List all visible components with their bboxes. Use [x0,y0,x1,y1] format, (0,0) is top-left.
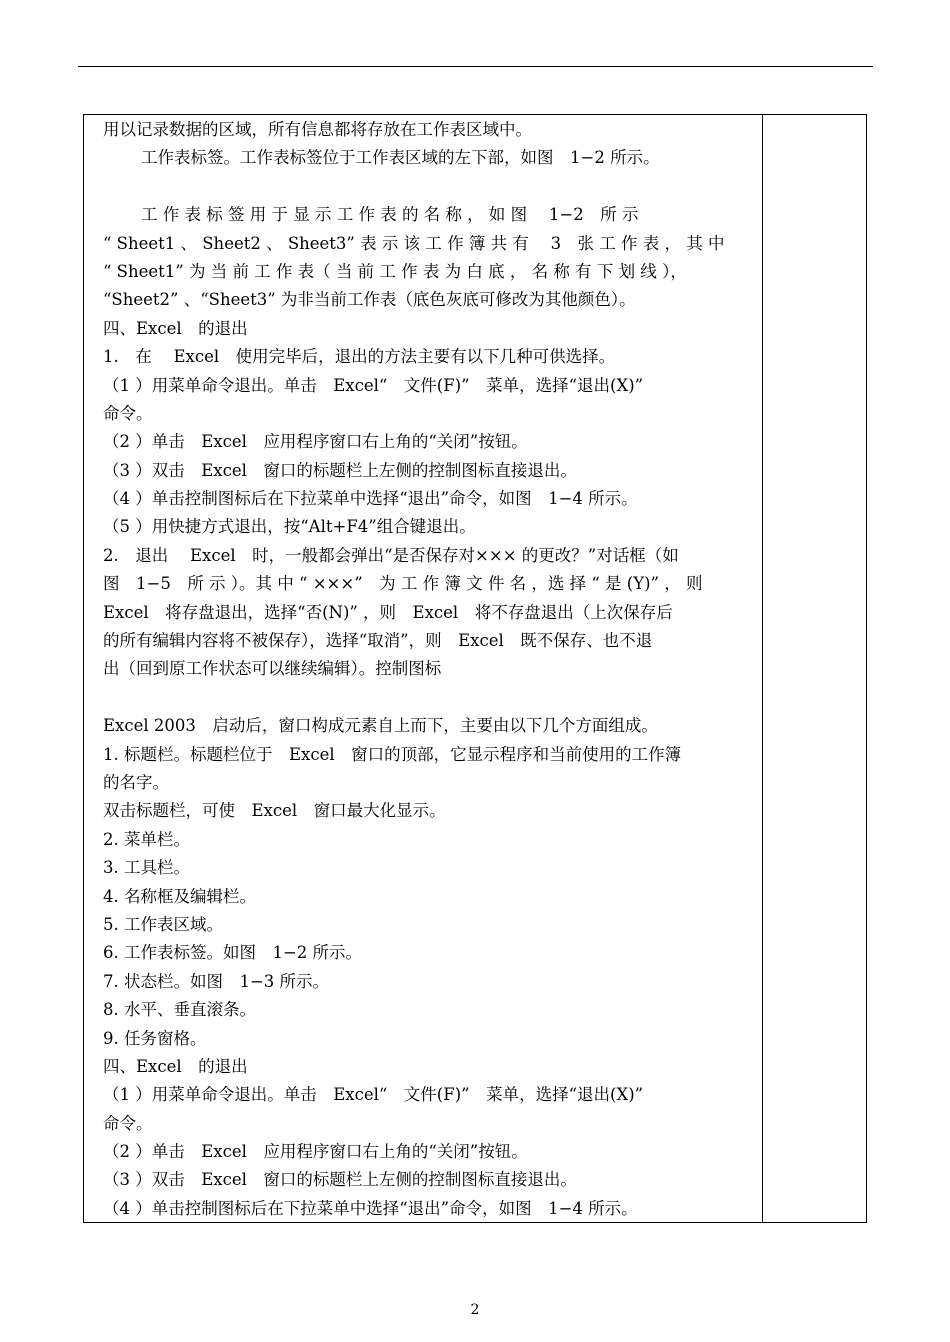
document-body [103,116,753,1223]
list-item: 2. 菜单栏。 [103,829,190,849]
list-item: 4. 名称框及编辑栏。 [103,886,256,906]
text-line: Excel 将存盘退出，选择“否(N)” ，则 Excel 将不存盘退出（上次保存后 [103,602,673,622]
text-line: 2. 退出 Excel 时，一般都会弹出“是否保存对××× 的更改？”对话框（如 [103,545,679,565]
text-line: （2 ）单击 Excel 应用程序窗口右上角的“关闭”按钮。 [103,432,528,452]
header-rule [78,66,873,67]
text-line: 1. 标题栏。标题栏位于 Excel 窗口的顶部，它显示程序和当前使用的工作簿 [103,744,682,764]
text-line: （4 ）单击控制图标后在下拉菜单中选择“退出”命令，如图 1−4 所示。 [103,489,638,509]
blank-line [103,684,753,712]
text-line: “ Sheet1 、 Sheet2 、 Sheet3” 表 示 该 工 作 簿 共 有 3 张 工 作 表 ， 其 中 [103,233,725,253]
text-line: （1 ）用菜单命令退出。单击 Excel“ 文件(F)” 菜单，选择“退出(X)” [103,375,644,395]
text-line: 图 1−5 所 示 ）。其 中 “ ×××” 为 工 作 簿 文 件 名 ，选 择 “ 是 (Y)” ， 则 [103,574,703,594]
list-item: 9. 任务窗格。 [103,1028,207,1048]
text-line: （5 ）用快捷方式退出，按“Alt+F4”组合键退出。 [103,517,476,537]
table-column-divider [762,114,763,1223]
text-line: 双击标题栏，可使 Excel 窗口最大化显示。 [103,801,446,821]
text-line: 工 作 表 标 签 用 于 显 示 工 作 表 的 名 称 ， 如 图 1−2 所 示 [141,205,639,225]
text-line: （3 ）双击 Excel 窗口的标题栏上左侧的控制图标直接退出。 [103,1170,577,1190]
text-line: 命令。 [103,403,153,423]
text-line: 工作表标签。工作表标签位于工作表区域的左下部，如图 1−2 所示。 [141,148,660,168]
page-number: 2 [470,1302,480,1318]
list-item: 5. 工作表区域。 [103,914,223,934]
list-item: 6. 工作表标签。如图 1−2 所示。 [103,943,363,963]
text-line: （2 ）单击 Excel 应用程序窗口右上角的“关闭”按钮。 [103,1142,528,1162]
text-line: 出（回到原工作状态可以继续编辑）。控制图标 [103,659,442,679]
text-line: 的名字。 [103,772,169,792]
text-line: Excel 2003 启动后，窗口构成元素自上而下，主要由以下几个方面组成。 [103,716,658,736]
section-heading: 四、Excel 的退出 [103,1056,248,1076]
text-line: “Sheet2” 、“Sheet3” 为非当前工作表（底色灰底可修改为其他颜色）。 [103,290,636,310]
text-line: （4 ）单击控制图标后在下拉菜单中选择“退出”命令，如图 1−4 所示。 [103,1198,638,1218]
list-item: 3. 工具栏。 [103,858,190,878]
section-heading: 四、Excel 的退出 [103,318,248,338]
text-line: 的所有编辑内容将不被保存），选择“取消”，则 Excel 既不保存、也不退 [103,631,653,651]
list-item: 8. 水平、垂直滚条。 [103,1000,256,1020]
text-line: “ Sheet1” 为 当 前 工 作 表（ 当 前 工 作 表 为 白 底 ， 名 称 有 下 划 线 ）， [103,261,687,281]
list-item: 7. 状态栏。如图 1−3 所示。 [103,971,330,991]
text-line: 1. 在 Excel 使用完毕后，退出的方法主要有以下几种可供选择。 [103,347,616,367]
text-line: 用以记录数据的区域，所有信息都将存放在工作表区域中。 [103,120,532,139]
text-line: （1 ）用菜单命令退出。单击 Excel“ 文件(F)” 菜单，选择“退出(X)” [103,1085,644,1105]
text-line: 命令。 [103,1113,153,1133]
blank-line [103,173,753,201]
text-line: （3 ）双击 Excel 窗口的标题栏上左侧的控制图标直接退出。 [103,460,577,480]
